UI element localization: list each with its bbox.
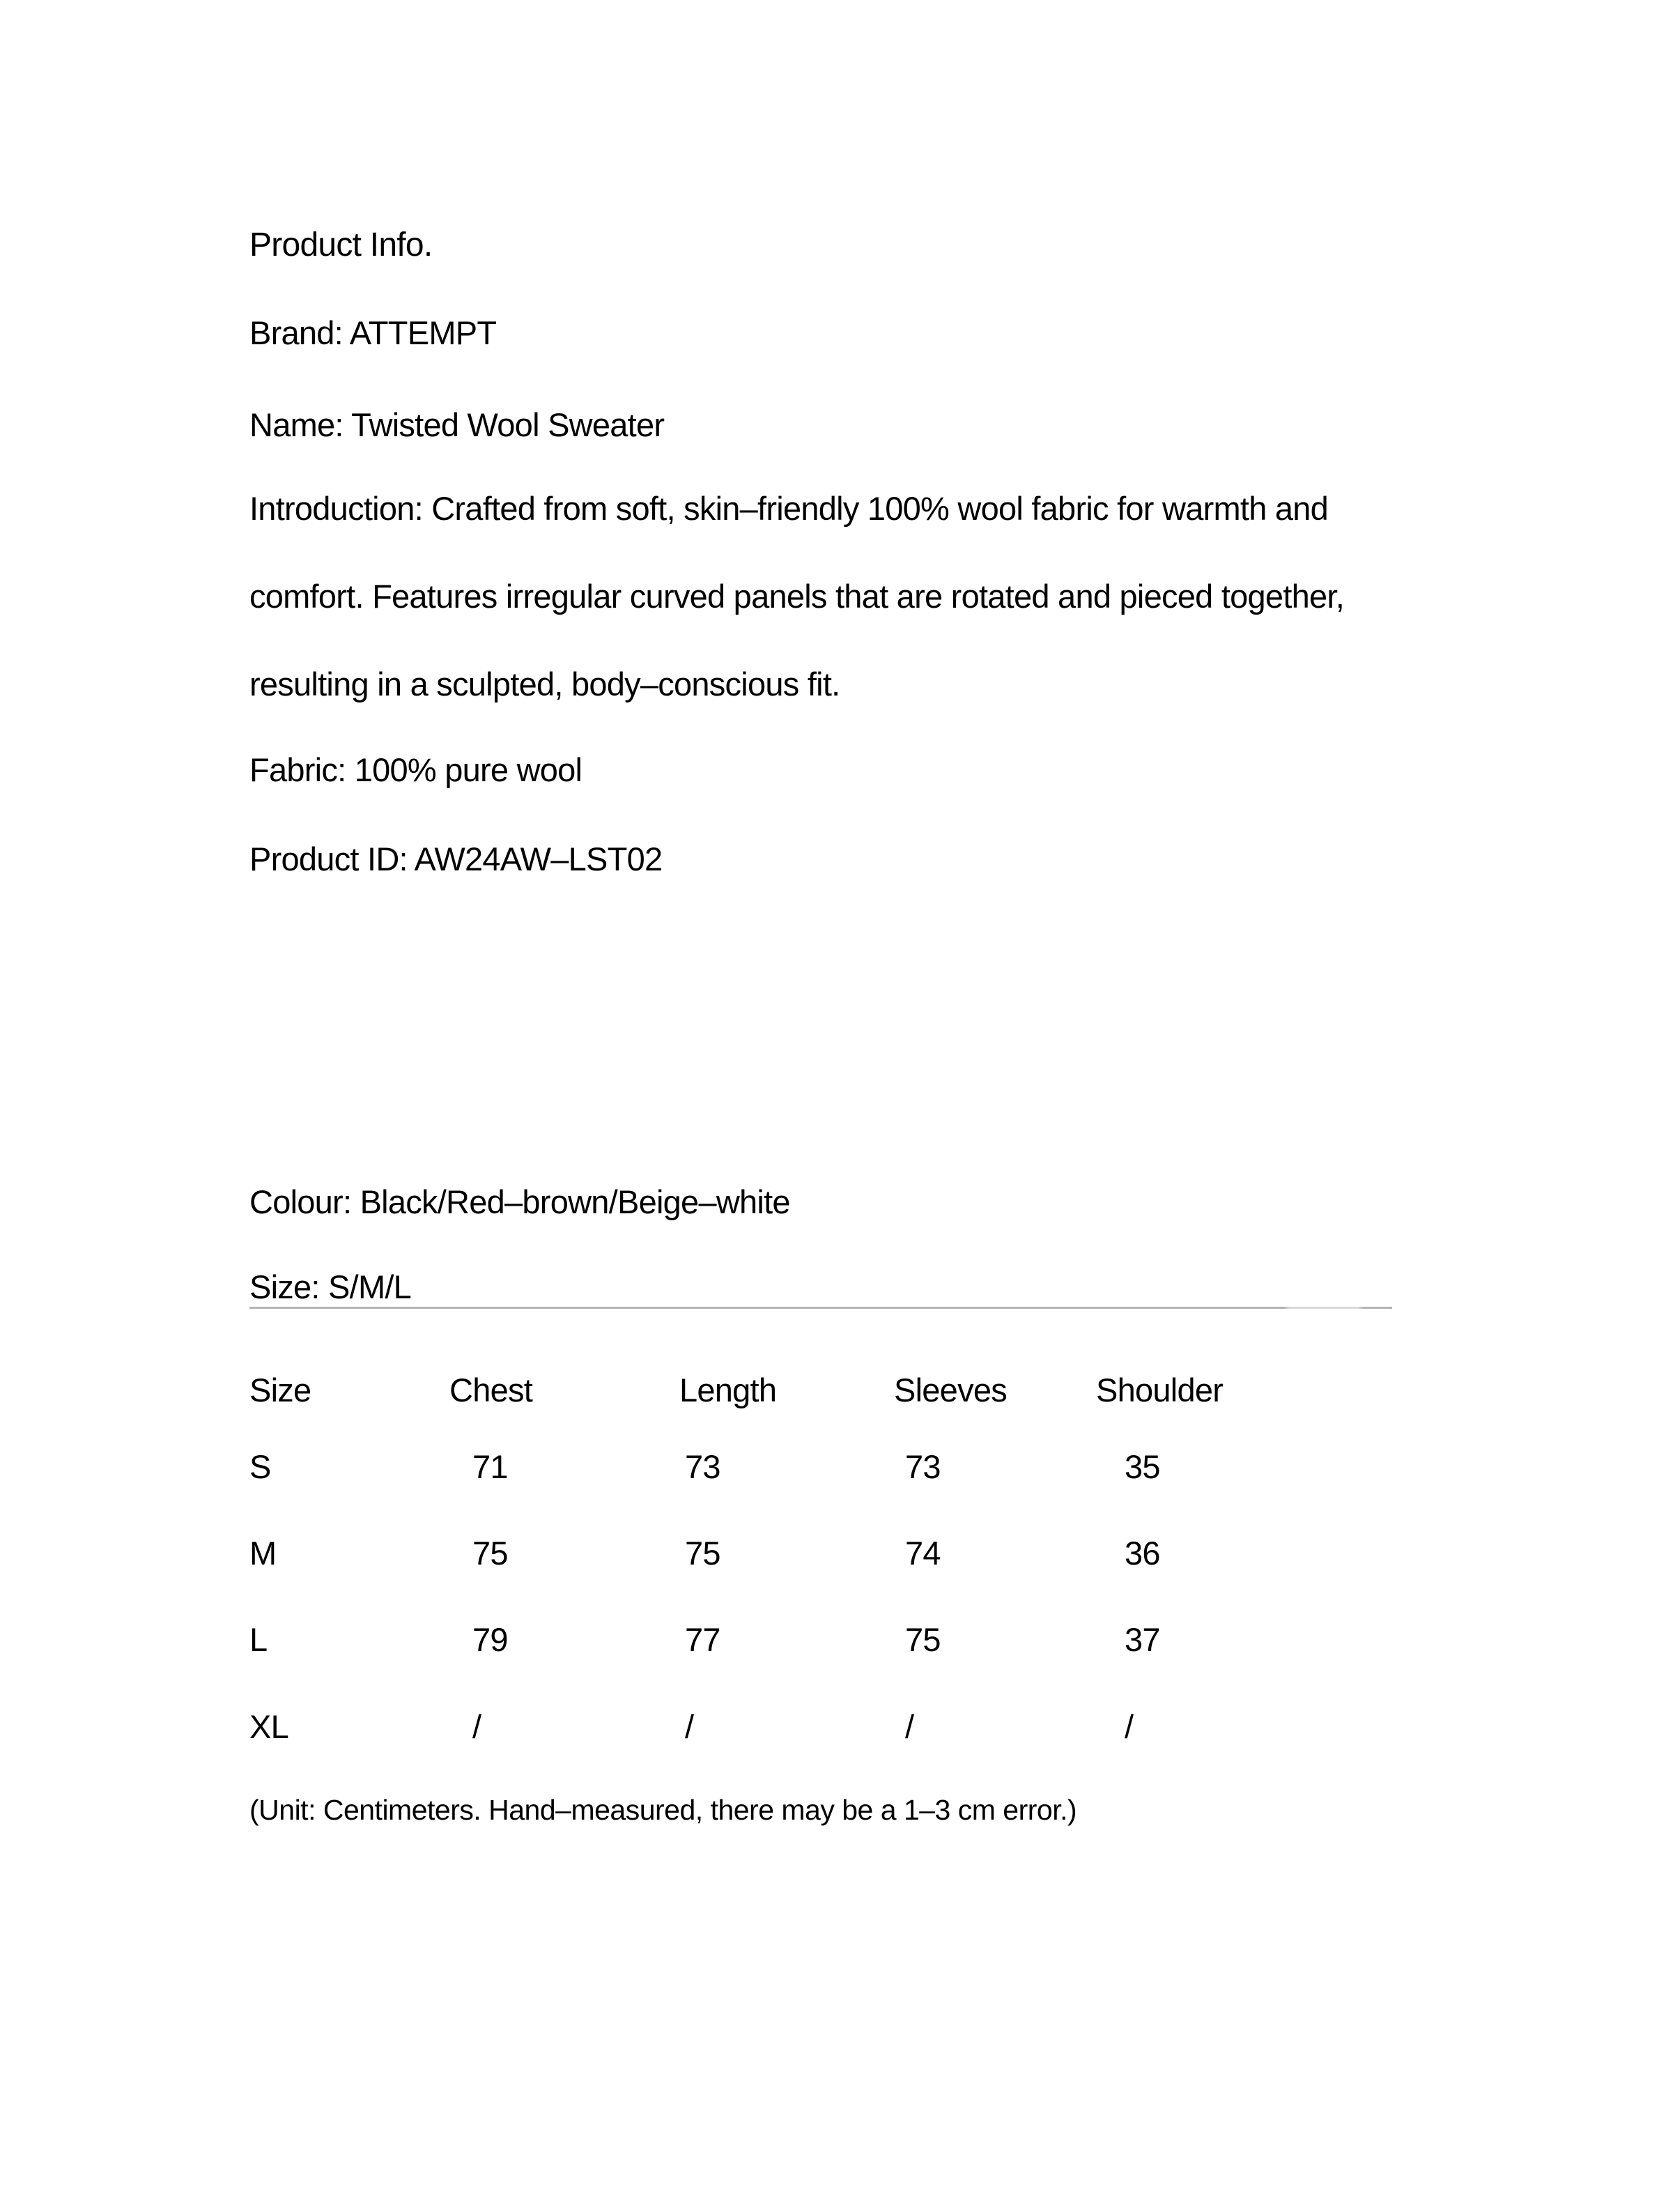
size-table-row-m bbox=[249, 1534, 1295, 1572]
cell-length: 73 bbox=[685, 1448, 720, 1485]
cell-chest: / bbox=[472, 1708, 481, 1745]
introduction-line-1: Introduction: Crafted from soft, skin–friendly 100% wool fabric for warmth and bbox=[249, 490, 1329, 527]
table-header-chest: Chest bbox=[449, 1372, 533, 1408]
size-table-row-l bbox=[249, 1620, 1295, 1659]
cell-size: L bbox=[249, 1621, 268, 1658]
unit-note: (Unit: Centimeters. Hand–measured, there may be a 1–3 cm error.) bbox=[249, 1794, 1077, 1826]
colour-line: Colour: Black/Red–brown/Beige–white bbox=[249, 1183, 790, 1220]
table-header-sleeves: Sleeves bbox=[894, 1372, 1007, 1408]
cell-shoulder: / bbox=[1125, 1708, 1134, 1745]
cell-sleeves: 73 bbox=[905, 1448, 941, 1485]
cell-sleeves: / bbox=[905, 1708, 914, 1745]
name-line: Name: Twisted Wool Sweater bbox=[249, 406, 665, 443]
size-table-row-s bbox=[249, 1447, 1295, 1486]
brand-line: Brand: ATTEMPT bbox=[249, 314, 497, 351]
cell-chest: 79 bbox=[472, 1621, 508, 1658]
size-line: Size: S/M/L bbox=[249, 1268, 412, 1305]
size-table-row-xl bbox=[249, 1707, 1295, 1746]
size-table-header-row bbox=[249, 1371, 1295, 1409]
cell-chest: 75 bbox=[472, 1535, 508, 1572]
size-section-divider bbox=[249, 1307, 1392, 1309]
page-title: Product Info. bbox=[249, 226, 433, 263]
cell-sleeves: 74 bbox=[905, 1535, 941, 1572]
cell-sleeves: 75 bbox=[905, 1621, 941, 1658]
introduction-line-2: comfort. Features irregular curved panels that are rotated and pieced together, bbox=[249, 578, 1345, 615]
cell-shoulder: 35 bbox=[1125, 1448, 1160, 1485]
introduction-line-3: resulting in a sculpted, body–conscious fit. bbox=[249, 666, 840, 702]
cell-size: M bbox=[249, 1535, 277, 1572]
table-header-size: Size bbox=[249, 1372, 311, 1408]
cell-size: S bbox=[249, 1448, 271, 1485]
table-header-length: Length bbox=[679, 1372, 777, 1408]
table-header-shoulder: Shoulder bbox=[1096, 1372, 1224, 1408]
product-id-line: Product ID: AW24AW–LST02 bbox=[249, 840, 663, 877]
cell-length: 75 bbox=[685, 1535, 720, 1572]
cell-length: 77 bbox=[685, 1621, 720, 1658]
cell-length: / bbox=[685, 1708, 694, 1745]
cell-chest: 71 bbox=[472, 1448, 508, 1485]
cell-shoulder: 36 bbox=[1125, 1535, 1160, 1572]
fabric-line: Fabric: 100% pure wool bbox=[249, 751, 582, 788]
cell-size: XL bbox=[249, 1708, 288, 1745]
cell-shoulder: 37 bbox=[1125, 1621, 1160, 1658]
